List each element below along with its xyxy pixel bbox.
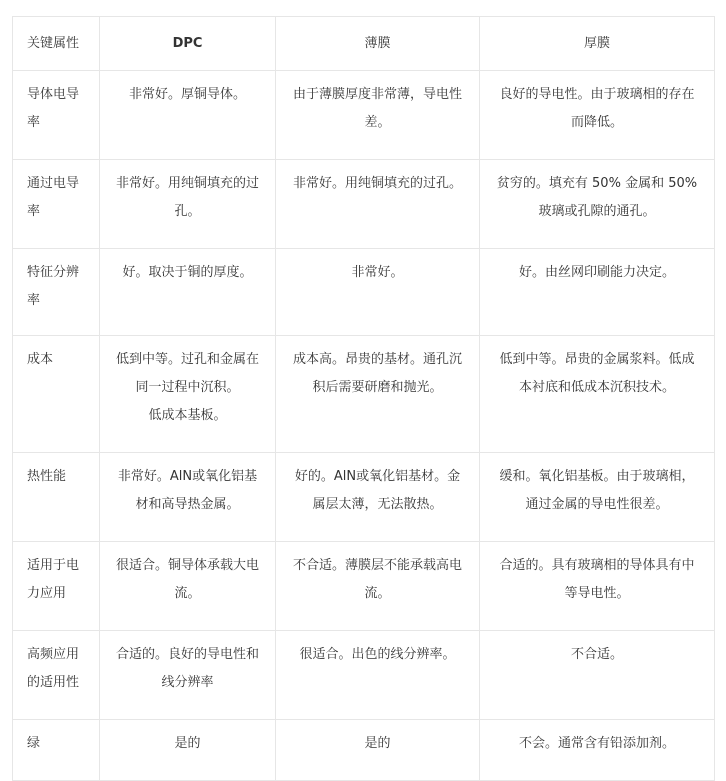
table-row <box>13 160 715 249</box>
thick-film-cell <box>480 160 715 249</box>
cell-text: 玻璃或孔隙的通孔。 <box>538 204 656 219</box>
thick-film-cell <box>480 631 715 720</box>
cell-text: 同一过程中沉积。 <box>135 380 240 395</box>
cell-text: 合适的。具有玻璃相的导体具有中 <box>499 558 695 573</box>
cell-text: 积后需要研磨和抛光。 <box>312 380 443 395</box>
comparison-table <box>12 16 715 781</box>
cell-text: 材和高导热金属。 <box>135 497 240 512</box>
thin-film-cell <box>276 720 480 781</box>
cell-text: 是的 <box>364 736 391 751</box>
row-key-cell <box>13 453 100 542</box>
row-key-text: 率 <box>27 115 41 130</box>
cell-text: 贫穷的。填充有 50% 金属和 50% <box>496 176 698 191</box>
thin-film-cell <box>276 71 480 160</box>
thick-film-cell <box>480 720 715 781</box>
cell-text: 非常好。AlN或氧化铝基 <box>117 469 258 484</box>
cell-text: 缓和。氧化铝基板。由于玻璃相， <box>499 469 695 484</box>
header-thick-film: 厚膜 <box>480 17 715 71</box>
cell-text: 良好的导电性。由于玻璃相的存在 <box>499 87 695 102</box>
table-row <box>13 453 715 542</box>
row-key-cell <box>13 336 100 453</box>
cell-text: 流。 <box>174 586 201 601</box>
cell-text: 由于薄膜厚度非常薄，导电性 <box>292 87 462 102</box>
cell-text: 孔。 <box>174 204 201 219</box>
header-thin-film: 薄膜 <box>276 17 480 71</box>
dpc-cell <box>100 71 276 160</box>
thick-film-cell <box>480 336 715 453</box>
thin-film-cell <box>276 160 480 249</box>
thick-film-cell <box>480 542 715 631</box>
row-key-text: 热性能 <box>27 469 67 484</box>
cell-text: 非常好。厚铜导体。 <box>128 87 246 102</box>
row-key-text: 高频应用 <box>27 647 80 662</box>
thick-film-cell <box>480 71 715 160</box>
cell-text: 很适合。出色的线分辨率。 <box>299 647 456 662</box>
row-key-text: 率 <box>27 204 41 219</box>
dpc-cell <box>100 720 276 781</box>
cell-text: 非常好。 <box>351 265 404 280</box>
row-key-text: 导体电导 <box>27 87 80 102</box>
cell-text: 低成本基板。 <box>148 408 227 423</box>
dpc-cell <box>100 542 276 631</box>
row-key-text: 通过电导 <box>27 176 80 191</box>
table-row <box>13 542 715 631</box>
dpc-cell <box>100 453 276 542</box>
table-row <box>13 631 715 720</box>
cell-text: 而降低。 <box>570 115 623 130</box>
thick-film-cell <box>480 453 715 542</box>
row-key-cell <box>13 160 100 249</box>
cell-text: 很适合。铜导体承载大电 <box>115 558 259 573</box>
thin-film-cell <box>276 542 480 631</box>
row-key-text: 特征分辨 <box>27 265 80 280</box>
header-key-attribute: 关键属性 <box>13 17 100 71</box>
thin-film-cell <box>276 453 480 542</box>
thick-film-cell <box>480 249 715 336</box>
dpc-cell <box>100 249 276 336</box>
cell-text: 属层太薄，无法散热。 <box>312 497 443 512</box>
cell-text: 流。 <box>364 586 391 601</box>
cell-text: 低到中等。昂贵的金属浆料。低成 <box>499 352 695 367</box>
row-key-text: 的适用性 <box>27 675 80 690</box>
dpc-cell <box>100 160 276 249</box>
cell-text: 好。取决于铜的厚度。 <box>122 265 253 280</box>
cell-text: 等导电性。 <box>564 586 630 601</box>
cell-text: 是的 <box>174 736 201 751</box>
row-key-cell <box>13 249 100 336</box>
thin-film-cell <box>276 631 480 720</box>
cell-text: 合适的。良好的导电性和 <box>115 647 259 662</box>
row-key-text: 力应用 <box>27 586 67 601</box>
table-row <box>13 720 715 781</box>
cell-text: 不合适。 <box>570 647 623 662</box>
row-key-text: 绿 <box>27 736 41 751</box>
cell-text: 不会。通常含有铅添加剂。 <box>518 736 675 751</box>
cell-text: 不合适。薄膜层不能承载高电 <box>292 558 462 573</box>
row-key-text: 率 <box>27 293 41 308</box>
cell-text: 低到中等。过孔和金属在 <box>115 352 259 367</box>
cell-text: 成本高。昂贵的基材。通孔沉 <box>292 352 462 367</box>
cell-text: 本衬底和低成本沉积技术。 <box>518 380 675 395</box>
cell-text: 好。由丝网印刷能力决定。 <box>518 265 675 280</box>
cell-text: 通过金属的导电性很差。 <box>525 497 669 512</box>
row-key-cell <box>13 631 100 720</box>
cell-text: 非常好。用纯铜填充的过孔。 <box>292 176 462 191</box>
table-row <box>13 336 715 453</box>
row-key-cell <box>13 720 100 781</box>
cell-text: 线分辨率 <box>161 675 214 690</box>
row-key-cell <box>13 71 100 160</box>
thin-film-cell <box>276 249 480 336</box>
dpc-cell <box>100 336 276 453</box>
row-key-text: 成本 <box>27 352 54 367</box>
row-key-text: 适用于电 <box>27 558 80 573</box>
table-row <box>13 71 715 160</box>
dpc-cell <box>100 631 276 720</box>
table-row <box>13 249 715 336</box>
header-dpc: DPC <box>100 17 276 71</box>
cell-text: 差。 <box>364 115 391 130</box>
thin-film-cell <box>276 336 480 453</box>
cell-text: 好的。AlN或氧化铝基材。金 <box>294 469 461 484</box>
header-row <box>13 17 715 71</box>
row-key-cell <box>13 542 100 631</box>
cell-text: 非常好。用纯铜填充的过 <box>115 176 259 191</box>
